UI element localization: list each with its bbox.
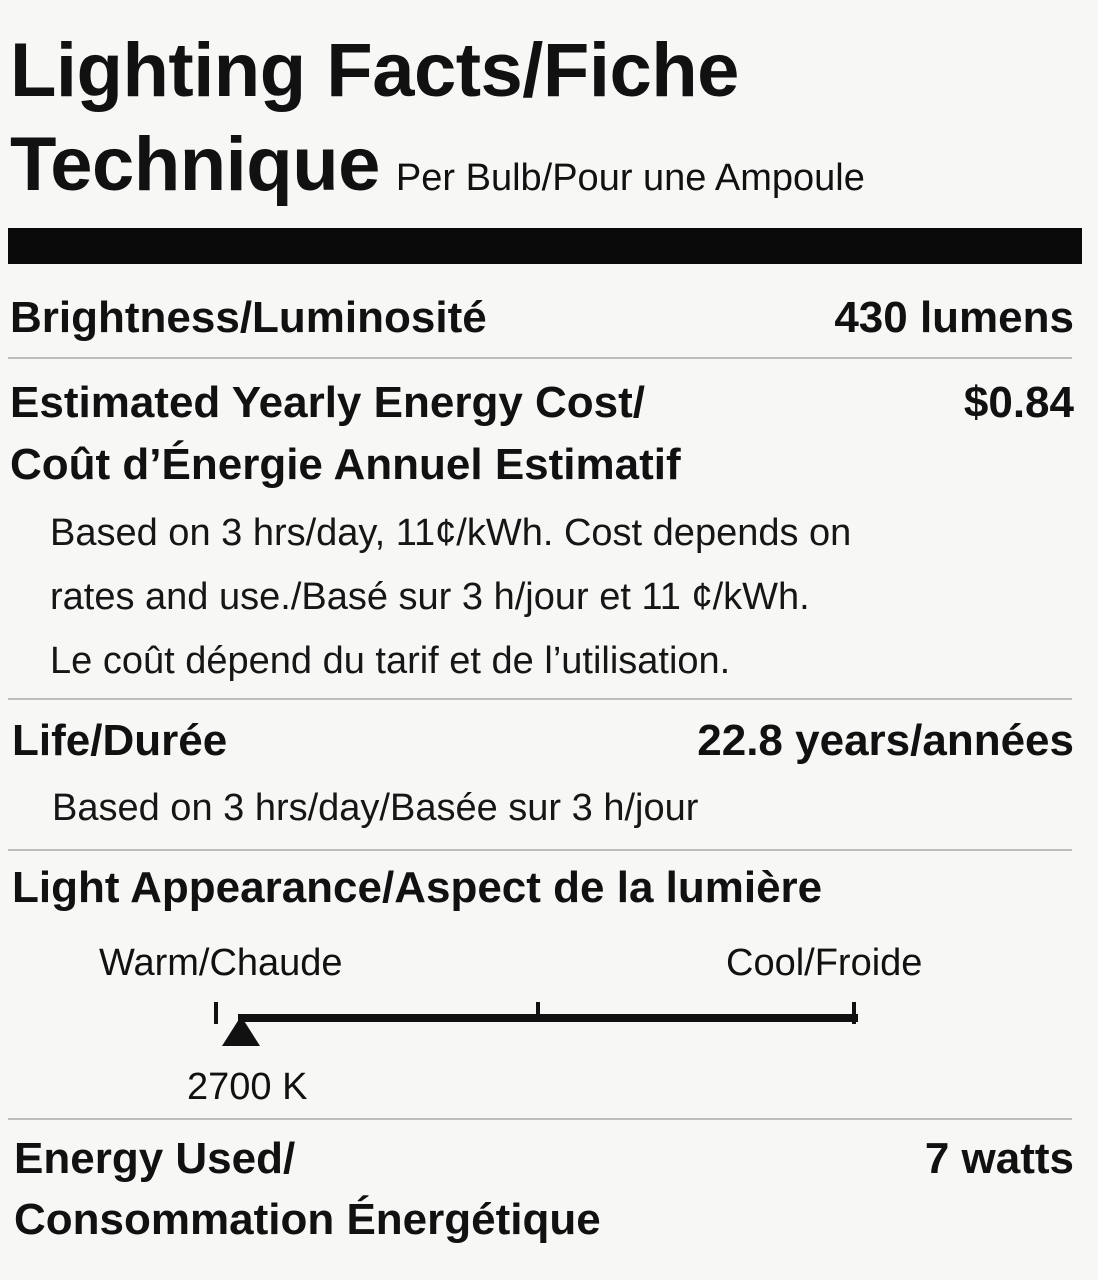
energy-cost-value: $0.84 (963, 378, 1074, 427)
warm-label: Warm/Chaude (99, 942, 343, 984)
energy-cost-note-line-1: Based on 3 hrs/day, 11¢/kWh. Cost depends on (50, 512, 852, 554)
life-value: 22.8 years/années (697, 716, 1074, 765)
kelvin-value: 2700 K (187, 1066, 308, 1108)
brightness-label: Brightness/Luminosité (10, 293, 487, 342)
divider-3 (8, 849, 1072, 851)
divider-4 (8, 1118, 1072, 1120)
header-divider (8, 228, 1082, 264)
title-technique: Technique (10, 122, 380, 207)
title-line-2 (10, 122, 865, 207)
color-temperature-scale (238, 1014, 858, 1022)
energy-cost-label-line-1: Estimated Yearly Energy Cost/ (10, 378, 646, 427)
energy-used-label-line-2: Consommation Énergétique (14, 1195, 601, 1244)
life-note: Based on 3 hrs/day/Basée sur 3 h/jour (52, 787, 699, 829)
title-line-1: Lighting Facts/Fiche (10, 28, 739, 113)
scale-tick-mid (536, 1002, 540, 1022)
life-label: Life/Durée (12, 716, 228, 765)
divider-2 (8, 698, 1072, 700)
scale-tick-left (214, 1002, 218, 1024)
light-appearance-label: Light Appearance/Aspect de la lumière (12, 863, 823, 912)
brightness-value: 430 lumens (834, 293, 1074, 342)
scale-tick-right (852, 1002, 856, 1024)
cool-label: Cool/Froide (726, 942, 923, 984)
energy-cost-label-line-2: Coût d’Énergie Annuel Estimatif (10, 440, 681, 489)
divider-1 (8, 357, 1072, 359)
energy-cost-note-line-3: Le coût dépend du tarif et de l’utilisation. (50, 640, 731, 682)
energy-used-label-line-1: Energy Used/ (14, 1134, 296, 1183)
color-temperature-marker (222, 1016, 260, 1046)
energy-cost-note-line-2: rates and use./Basé sur 3 h/jour et 11 ¢/kWh. (50, 576, 810, 618)
per-bulb-subtitle: Per Bulb/Pour une Ampoule (395, 157, 865, 199)
energy-used-value: 7 watts (924, 1134, 1074, 1183)
